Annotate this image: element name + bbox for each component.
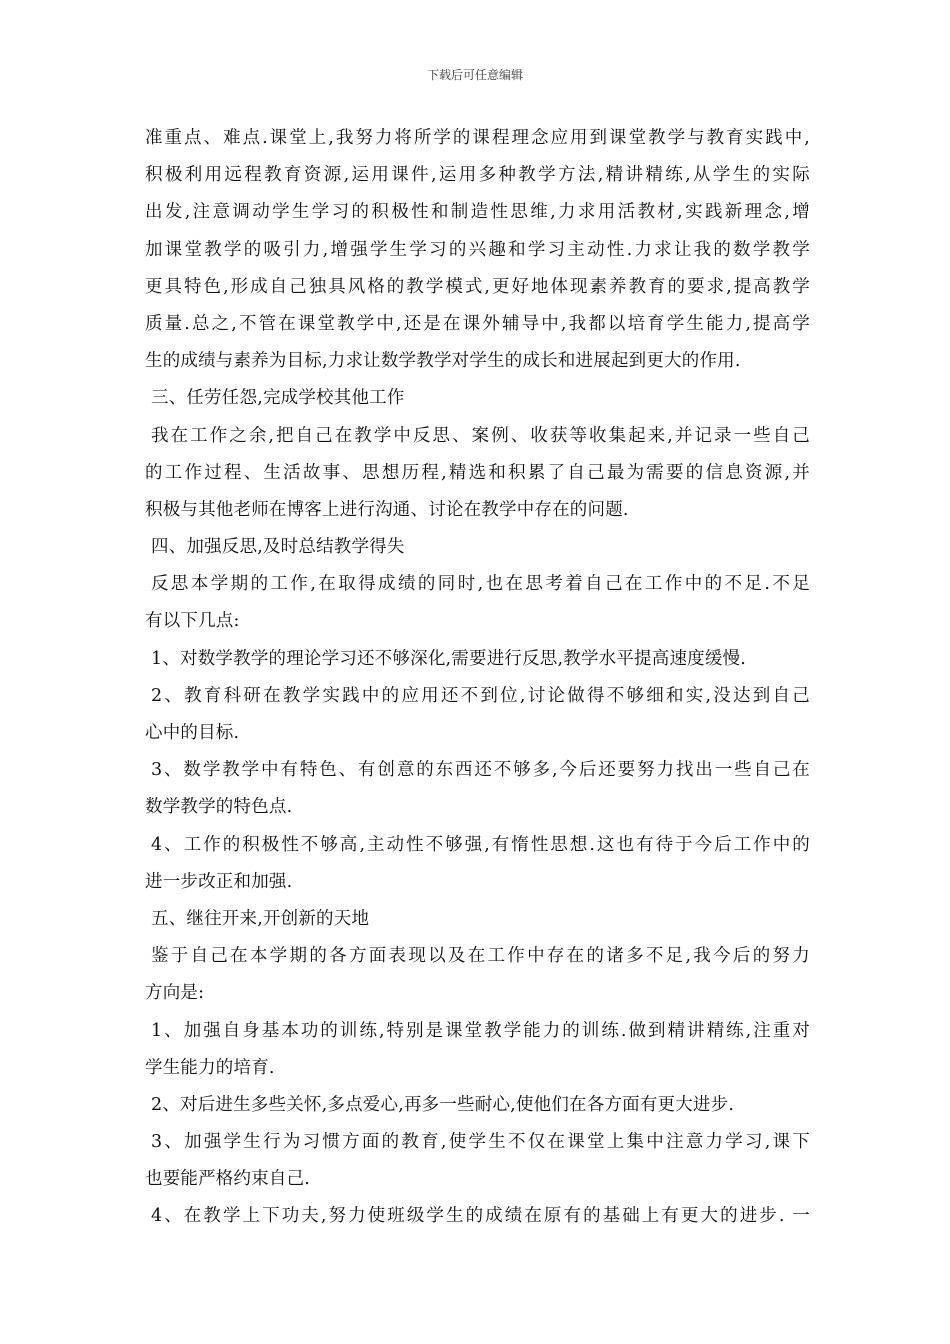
text-line: 准重点、难点.课堂上,我努力将所学的课程理念应用到课堂教学与教育实践中,	[145, 128, 810, 148]
text-line: 更具特色,形成自己独具风格的教学模式,更好地体现素养教育的要求,提高教学	[145, 276, 810, 297]
text-line: 积极与其他老师在博客上进行沟通、讨论在教学中存在的问题.	[145, 499, 629, 520]
text-line: 数学教学的特色点.	[145, 797, 293, 818]
text-line: 有以下几点:	[145, 611, 240, 632]
text-line: 4、工作的积极性不够高,主动性不够强,有惰性思想.这也有待于今后工作中的	[151, 834, 810, 855]
text-line: 生的成绩与素养为目标,力求让数学教学对学生的成长和进展起到更大的作用.	[145, 351, 741, 372]
text-line: 进一步改正和加强.	[145, 871, 293, 892]
text-line: 学生能力的培育.	[145, 1057, 275, 1078]
page-header: 下载后可任意编辑	[426, 68, 523, 82]
text-line: 我在工作之余,把自己在教学中反思、案例、收获等收集起来,并记录一些自己	[151, 425, 810, 446]
document-body	[145, 120, 810, 1236]
text-line: 五、继往开来,开创新的天地	[151, 908, 370, 929]
text-line: 的工作过程、生活故事、思想历程,精选和积累了自己最为需要的信息资源,并	[145, 462, 810, 483]
text-line: 出发,注意调动学生学习的积极性和制造性思维,力求用活教材,实践新理念,增	[145, 202, 810, 223]
text-line: 3、加强学生行为习惯方面的教育,使学生不仅在课堂上集中注意力学习,课下	[151, 1132, 810, 1153]
text-line: 方向是:	[145, 983, 205, 1004]
text-line: 鉴于自己在本学期的各方面表现以及在工作中存在的诸多不足,我今后的努力	[151, 946, 810, 967]
text-line: 2、对后进生多些关怀,多点爱心,再多一些耐心,使他们在各方面有更大进步.	[151, 1094, 735, 1115]
text-line: 四、加强反思,及时总结教学得失	[151, 537, 405, 558]
text-line: 积极利用远程教育资源,运用课件,运用多种教学方法,精讲精练,从学生的实际	[145, 165, 810, 186]
text-line: 1、对数学教学的理论学习还不够深化,需要进行反思,教学水平提高速度缓慢.	[151, 648, 747, 669]
text-line: 反思本学期的工作,在取得成绩的同时,也在思考着自己在工作中的不足.不足	[151, 574, 810, 595]
text-line: 3、数学教学中有特色、有创意的东西还不够多,今后还要努力找出一些自己在	[151, 760, 810, 781]
text-line: 1、加强自身基本功的训练,特别是课堂教学能力的训练.做到精讲精练,注重对	[151, 1020, 810, 1041]
text-line: 质量.总之,不管在课堂教学中,还是在课外辅导中,我都以培育学生能力,提高学	[145, 313, 810, 334]
text-line: 加课堂教学的吸引力,增强学生学习的兴趣和学习主动性.力求让我的数学教学	[145, 239, 810, 260]
text-line: 4、在教学上下功夫,努力使班级学生的成绩在原有的基础上有更大的进步. 一	[151, 1206, 810, 1227]
text-line: 2、教育科研在教学实践中的应用还不到位,讨论做得不够细和实,没达到自己	[151, 685, 810, 706]
text-line: 也要能严格约束自己.	[145, 1169, 311, 1190]
text-line: 三、任劳任怨,完成学校其他工作	[151, 388, 405, 409]
text-line: 心中的目标.	[145, 723, 240, 743]
